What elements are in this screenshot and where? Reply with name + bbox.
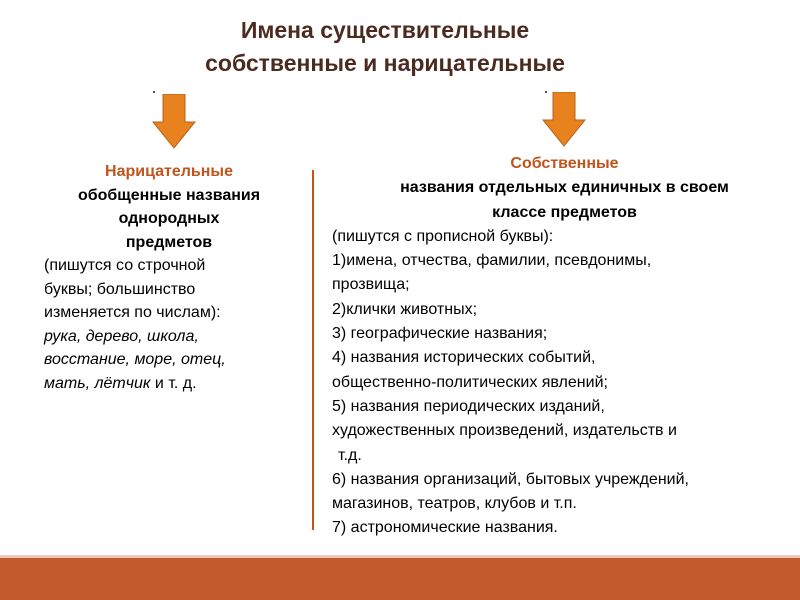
common-examples-3-tail: и т. д. [150,374,197,392]
proper-line: т.д. [338,446,362,464]
common-examples-3-italic: мать, лётчик [44,374,151,392]
common-note-3: изменяется по числам): [44,304,221,321]
proper-nouns-column [332,152,797,541]
common-heading: Нарицательные [105,163,233,180]
proper-line: художественных произведений, издательств и [332,422,677,440]
title-line-2: собственные и нарицательные [205,50,565,76]
proper-line: 4) названия исторических событий, [332,349,596,367]
proper-heading: Собственные [510,155,619,172]
proper-line: 7) астрономические названия. [332,519,558,537]
title-line-1: Имена существительные [240,17,530,43]
common-desc-1: обобщенные названия [77,186,261,204]
down-arrow-icon [152,94,196,150]
proper-line: прозвища; [332,276,410,294]
proper-line: 6) названия организаций, бытовых учреждений, [332,470,689,488]
proper-line: 3) географические названия; [332,325,548,343]
marker-dot [153,91,155,93]
column-divider [312,170,314,530]
footer-band [0,555,800,600]
common-desc-3: предметов [125,233,213,251]
common-examples-2: восстание, море, отец, [44,351,226,368]
common-note-1: (пишутся со строчной [44,257,206,274]
common-nouns-column [44,160,294,395]
common-note-2: буквы; большинство [44,280,196,298]
proper-desc-1: названия отдельных единичных в своем [400,179,729,197]
proper-line: общественно-политических явлений; [332,373,608,391]
proper-line: 5) названия периодических изданий, [332,397,605,415]
proper-line: 1)имена, отчества, фамилии, псевдонимы, [332,252,652,270]
common-desc-2: однородных [118,210,220,227]
slide-title [0,14,770,80]
proper-desc-2: классе предметов [492,203,637,221]
down-arrow-icon [542,92,586,148]
proper-line: (пишутся с прописной буквы): [332,227,554,245]
common-examples-3 [44,372,294,396]
proper-line: 2)клички животных; [332,300,478,318]
common-examples-1: рука, дерево, школа, [44,327,199,345]
proper-line: магазинов, театров, клубов и т.п. [332,495,577,513]
